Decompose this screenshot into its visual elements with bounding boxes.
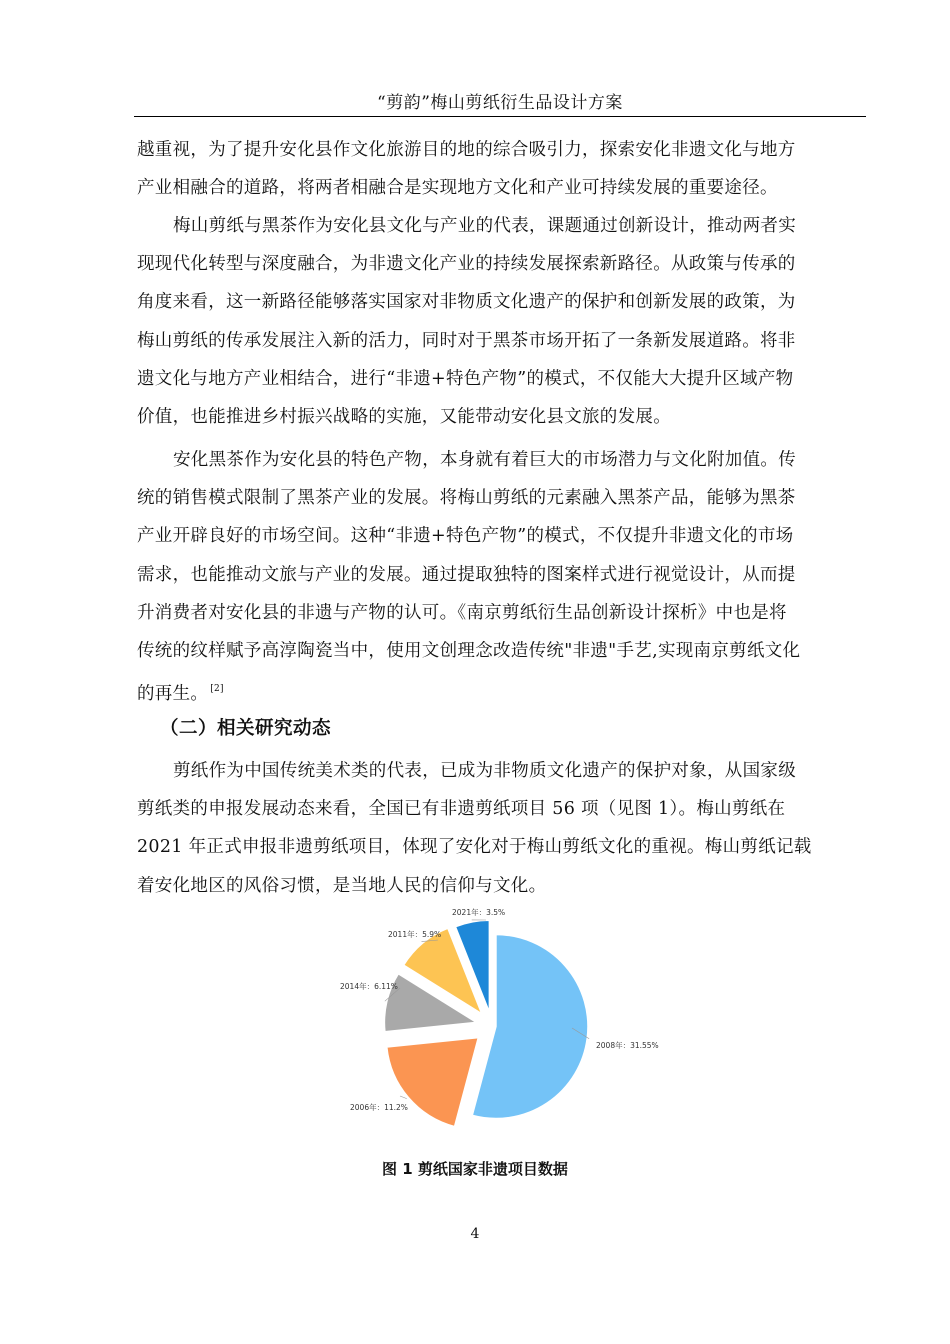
paragraph-1 [137,131,857,207]
text-line: 梅山剪纸的传承发展注入新的活力，同时对于黑茶市场开拓了一条新发展道路。将非 [137,330,796,351]
pie-label: 2011年：5.9% [388,930,442,939]
text-line: 着安化地区的风俗习惯，是当地人民的信仰与文化。 [137,875,547,896]
header-rule [134,116,866,117]
text-line: 梅山剪纸与黑茶作为安化县文化与产业的代表，课题通过创新设计，推动两者实 [173,216,796,236]
text-line: 剪纸作为中国传统美术类的代表，已成为非物质文化遗产的保护对象，从国家级 [173,761,796,781]
text-line: 统的销售模式限制了黑茶产业的发展。将梅山剪纸的元素融入黑茶产品，能够为黑茶 [137,488,796,509]
citation-reference[interactable]: [2] [210,684,224,695]
text-line: 安化黑茶作为安化县的特色产物，本身就有着巨大的市场潜力与文化附加值。传 [173,450,796,470]
text-line: 现现代化转型与深度融合，为非遗文化产业的持续发展探索新路径。从政策与传承的 [137,254,796,275]
pie-label: 2006年：11.2% [350,1103,408,1112]
text-line: 2021 年正式申报非遗剪纸项目，体现了安化对于梅山剪纸文化的重视。梅山剪纸记载 [137,837,812,858]
text-line: 升消费者对安化县的非遗与产物的认可。《南京剪纸衍生品创新设计探析》中也是将 [137,602,787,623]
section-heading: （二）相关研究动态 [160,718,332,739]
paragraph-3 [137,441,857,713]
text-line: 剪纸类的申报发展动态来看，全国已有非遗剪纸项目 56 项（见图 1）。梅山剪纸在 [137,799,786,820]
text-fragment: 的再生。 [137,684,209,705]
pie-leader-line [400,1096,407,1099]
text-line: 产业相融合的道路，将两者相融合是实现地方文化和产业可持续发展的重要途径。 [137,178,778,199]
paragraph-2 [137,207,857,436]
text-line: 越重视，为了提升安化县作文化旅游目的地的综合吸引力，探索安化非遗文化与地方 [137,140,796,160]
text-line: 产业开辟良好的市场空间。这种“非遗+特色产物”的模式，不仅提升非遗文化的市场 [137,526,794,547]
text-line: 遗文化与地方产业相结合，进行“非遗+特色产物”的模式，不仅能大大提升区域产物 [137,368,794,389]
text-line: 传统的纹样赋予高淳陶瓷当中，使用文创理念改造传统"非遗"手艺,实现南京剪纸文化 [137,641,801,662]
text-line: 价值，也能推进乡村振兴战略的实施，又能带动安化县文旅的发展。 [137,407,671,428]
pie-slice [387,1038,479,1127]
figure-caption: 图 1 剪纸国家非遗项目数据 [382,1160,568,1178]
page-number: 4 [470,1226,480,1242]
text-line [137,670,857,713]
text-line: 角度来看，这一新路径能够落实国家对非物质文化遗产的保护和创新发展的政策，为 [137,292,796,313]
pie-chart [300,900,700,1150]
pie-label: 2008年：31.55% [596,1041,659,1050]
pie-label: 2021年：3.5% [452,908,506,917]
running-header: “剪韵”梅山剪纸衍生品设计方案 [377,93,623,113]
paragraph-4 [137,752,857,905]
text-line: 需求，也能推动文旅与产业的发展。通过提取独特的图案样式进行视觉设计，从而提 [137,564,796,585]
pie-label: 2014年：6.11% [340,982,398,991]
